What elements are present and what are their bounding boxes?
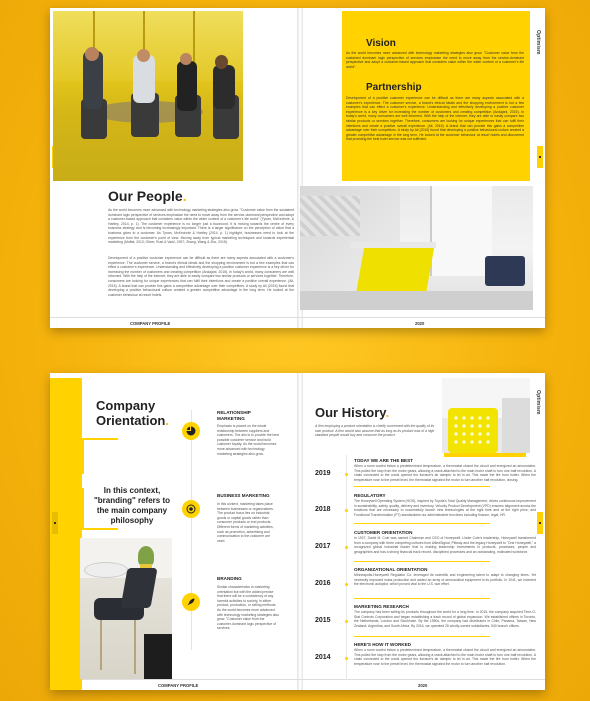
- partnership-title: Partnership: [366, 82, 422, 93]
- vision-panel-top: [342, 11, 530, 34]
- timeline-year-2015: 2015: [315, 617, 331, 624]
- item-title-relationship: RELATIONSHIP MARKETING: [217, 410, 251, 421]
- timeline-title: CUSTOMER ORIENTATION: [354, 530, 413, 535]
- timeline-title: MARKETING RESEARCH: [354, 604, 409, 609]
- plant: [138, 546, 154, 566]
- target-icon: [182, 500, 200, 518]
- footer-year: 2020: [415, 321, 425, 326]
- vision-text: As the world becomes more advanced with technology marketing strategies also grow. "Customer value from the sustained dominant logic perspective of services emphasise the need to move away from the service-dominant perspective and adopt a customer-based approach that considers value within the wider context of a customer's life world".: [346, 51, 524, 69]
- page-tab-right: [537, 146, 543, 168]
- timeline-title: REGULATORY: [354, 493, 386, 498]
- timeline-text: When a room cooled below a predetermined temperature, a thermostat closed the circuit and energized an annunciator. This pulled the stop from the motor gears, allowing a crank attached to the main motor shaft to turn one-half revolution. A chain connected to the crank opened the furnace's air damper to let in air. This made the fire burn hotter. When the temperature rose to the preset level, the thermostat signaled the motor to turn another half revolution.: [354, 648, 536, 666]
- vision-panel: [342, 34, 530, 181]
- quote-box: [82, 438, 178, 538]
- pie-chart-icon: [182, 422, 200, 440]
- item-title-branding: BRANDING: [217, 576, 242, 581]
- timeline-dot: [345, 657, 348, 660]
- timeline-dot: [345, 546, 348, 549]
- history-intro: A firm employing a product orientation is chiefly concerned with the quality of its own product. A firm would also assume that as long as its product was of a high standard people would buy and consume the product.: [315, 424, 435, 438]
- partnership-text: Development of a positive customer experience can be difficult as there are many aspects associated with a customer's experience. The customer service, a brand's ethical ideals and the shopping environment is but a few examples that can effect a customer's experience. Understanding and effectively developing a positive customer experience is a key driver for increasing the number of customers and creating competition (Andajani, 2015). In today's world, many consumers are well informed. With the help of the internet, they are able to easily compare two similar products or services together. Therefore, consumers are looking for unique experiences that can fulfil their intentions and create a positive overall experience. (Ali, 2015). A brand that can provide this gains a competitive advantage over their competitors. A study by Ali (2015) found that developing a positive behavioural culture created a greater competitive advantage in the long term. He looked at the customer behaviour at resort hotels and discovered that providing the best hotel service was not sufficient.: [346, 96, 524, 142]
- meeting-photo: [53, 11, 243, 181]
- timeline-year-2018: 2018: [315, 506, 331, 513]
- page-tab-right: [537, 512, 543, 534]
- timeline-year-2016: 2016: [315, 580, 331, 587]
- office-photo: [300, 186, 533, 310]
- footer-line: [50, 679, 545, 680]
- history-photo-bar: [444, 453, 526, 457]
- vision-title: Vision: [366, 38, 396, 49]
- timeline-dot: [345, 473, 348, 476]
- timeline-dot: [345, 620, 348, 623]
- spread-footer: [50, 319, 545, 328]
- item-title-business: BUSINESS MARKETING: [217, 493, 270, 498]
- yellow-reception-desk: [356, 246, 435, 296]
- left-accent-strip: [50, 378, 82, 690]
- round-table: [84, 562, 128, 578]
- timeline-line: [346, 455, 347, 680]
- footer-company-profile: COMPANY PROFILE: [158, 683, 199, 688]
- chair-photo: [80, 538, 172, 679]
- our-people-para1: As the world becomes more advanced with technology marketing strategies also grow. "Customer value from the sustained dominant logic perspective of services emphasise the need to move away from the service-dominant perspective and adopt a customer-based approach that considers value within the wider context of a customer's life world" (Tynan, McKechnie, & Hartley, 2014, p. 1). The customer experience is no longer just a buzzword. It is moving towards the centre of every business strategy and is becoming increasingly important. There is a larger significance on the perception of value that a business gives to a customer. As Tynan, McKechnie & Hartley (2014, p. 1) highlight, businesses need to look at the experience from the customer's point of view. Moving away from typical marketing techniques and towards experiential marketing (Moffat, 2013; Oliver, Rust & Varki, 1997; Zhang, Wang & Zhu, 2015).: [108, 208, 294, 245]
- our-history-title: Our History.: [315, 405, 390, 420]
- timeline-text: When a room cooled below a predetermined temperature, a thermostat closed the circuit and energized an annunciator. This pulled the stop from the motor gears, allowing a crank attached to the main motor shaft to turn one-half revolution. A chain connected to the crank opened the furnace's air damper to let in air. This made the fire burn hotter. When the temperature rose to the preset level, the thermostat signaled the motor to turn another half revolution, closing.: [354, 464, 536, 482]
- timeline-dot: [345, 509, 348, 512]
- our-people-title: Our People.: [108, 188, 187, 204]
- history-photo: [442, 378, 530, 453]
- spread-gutter: [297, 373, 303, 690]
- chair-back: [120, 568, 157, 608]
- timeline-text: Minneapolis-Honeywell Regulator Co. leveraged its scientific and engineering talent to adapt to changing times. Yet necessity improved mass production and added an array of aeronautical equipment to its portfolio. In 1941, we invented the electronic autopilot, which proved vital to the U.S. war effort.: [354, 573, 536, 587]
- footer-year: 2020: [418, 683, 428, 688]
- icon-connector-line: [191, 410, 192, 650]
- timeline-text: In 1927, David M. Cole was named Chairman and CEO of Honeywell. Under Cote's leadership, Honeywell transformed from a company with three competing cultures from AlliedSignal, Pittway and the legacy Honeywell to "One Honeywell," a recognized global industrial leader that is making leadership investments in products, processes, people and geographies and has a strong financial track record, disciplined processes and an outstanding, motivated workforce.: [354, 536, 536, 554]
- blue-sofa: [485, 256, 525, 286]
- spread-footer: [50, 681, 545, 690]
- timeline-year-2017: 2017: [315, 543, 331, 550]
- timeline-title: HERE'S HOW IT WORKED: [354, 642, 411, 647]
- item-text-relationship: Emphasis is placed on the whole relationship between suppliers and customers. The aim is to provide the best possible customer service and build customer loyalty. As the world becomes more advanced with technology marketing strategies also grow.: [217, 424, 279, 456]
- timeline-text: The Honeywell Operating System (HOS), inspired by Toyota's Total Quality Management, drives continuous improvement in sustainability, safety, quality, delivery and inventory. Velocity Product Development (VPD) ensures alignment across the functions that are necessary to successfully launch new technologies at the right time and at the right price; and Functional Transformation (FT) standardizes our administrative functions including finance, legal, HR.: [354, 499, 536, 517]
- item-text-business: In this context, marketing takes place between businesses or organizations. The product focus lies on industrial goods or capital goods rather than consumer products or end products. Different forms of marketing activities, such as promotion, advertising and communication to the customer are used.: [217, 502, 274, 543]
- company-orientation-title: Company Orientation.: [96, 398, 169, 428]
- timeline-year-2019: 2019: [315, 470, 331, 477]
- rocket-icon: [182, 593, 200, 611]
- our-people-para2: Development of a positive customer experience can be difficult as there are many aspects associated with a customer's experience. The customer service, a brand's ethical ideals and the shopping environment is but a few examples that can effect a customer's experience. Understanding and effectively developing a positive customer experience is a key driver for increasing the number of customers and creating competition (Andajani, 2015). In today's world, many consumers are well informed. With the help of the internet, they are able to easily compare two similar products or services together. Therefore, consumers are looking for unique experiences that can fulfil their intentions and create a positive overall experience. (Ali, 2015). A brand that can provide this gains a competitive advantage over their competitors. A study by Ali (2015) found that developing a positive behavioural culture created a greater competitive advantage in the long term. He looked at the customer behaviour at resort hotels.: [108, 256, 294, 297]
- page-tab-left: [52, 512, 58, 534]
- timeline-dot: [345, 583, 348, 586]
- item-text-branding: Similar characteristics to marketing orientation but with the added precise that there will be a consistency of any harmful activities to society, in either product, production, or selling methods. As the world becomes more advanced with technology marketing strategies also grow. "Customer value from the customer-dominant logic perspective of services.: [217, 585, 280, 631]
- timeline-year-2014: 2014: [315, 654, 331, 661]
- timeline-text: The company has been selling its products throughout the world for a long time. In 2015, the company acquired Time-O-Stat Controls Corporation and began establishing a track record of global expansion. We established offices in Toronto, the Netherlands, London and Stockholm. By the 1950s, the company had distributors in Chile, Panama, Taiwan, New Zealand, Argentina, and South Africa. By 2016, we operated 25 wholly-owned subsidiaries, 540 branch offices.: [354, 610, 536, 628]
- orientation-quote: In this context, "branding" refers to the main company philosophy: [93, 486, 171, 525]
- timeline-title: TODAY WE ARE THE BEST: [354, 458, 413, 463]
- footer-line: [50, 317, 545, 318]
- tagline-optimism-bottom: Optimism: [535, 390, 541, 415]
- tagline-optimism-top: Optimism: [535, 30, 541, 55]
- timeline-title: ORGANIZATIONAL ORIENTATION: [354, 567, 428, 572]
- footer-company-profile: COMPANY PROFILE: [130, 321, 171, 326]
